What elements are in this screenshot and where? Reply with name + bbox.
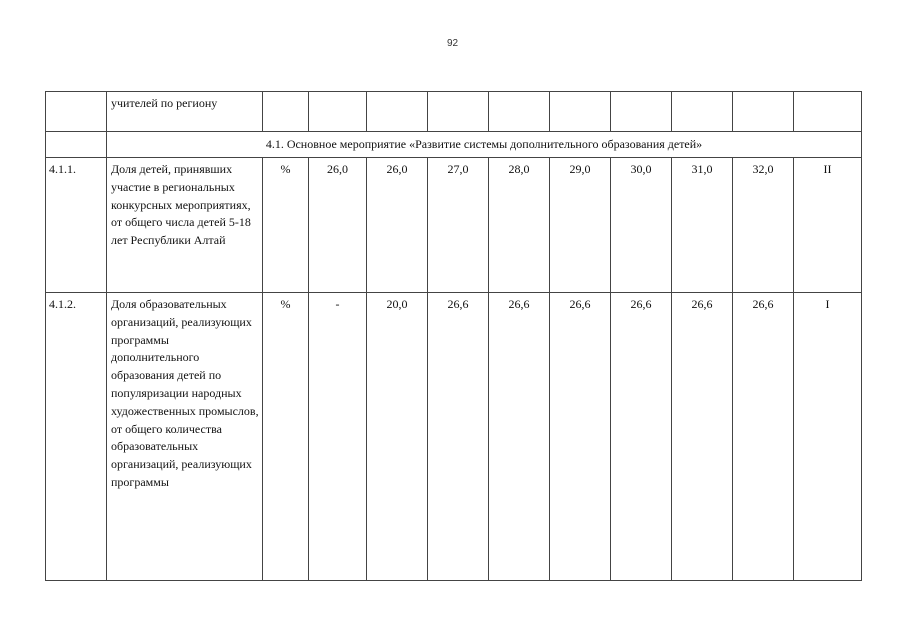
- continuation-row: [46, 92, 862, 132]
- value-cell: 26,6: [428, 293, 489, 581]
- unit-cell: [263, 92, 309, 132]
- priority-cell: [794, 92, 862, 132]
- value-cell: 20,0: [367, 293, 428, 581]
- table-row: [46, 293, 862, 581]
- value-cell: 26,0: [309, 158, 367, 293]
- row-name: Доля детей, принявших участие в региональных конкурсных мероприятиях, от общего числа детей 5-18 лет Республики Алтай: [107, 158, 263, 293]
- value-cell: [672, 92, 733, 132]
- value-cell: 26,6: [733, 293, 794, 581]
- value-cell: 29,0: [550, 158, 611, 293]
- section-title: 4.1. Основное мероприятие «Развитие системы дополнительного образования детей»: [107, 132, 862, 158]
- value-cell: 26,6: [611, 293, 672, 581]
- row-name: Доля образовательных организаций, реализующих программы дополнительного образования детей по популяризации народных художественных промыслов, от общего количества образовательных организаций, реализующих программы: [107, 293, 263, 581]
- unit-cell: %: [263, 158, 309, 293]
- value-cell: 27,0: [428, 158, 489, 293]
- value-cell: 26,6: [550, 293, 611, 581]
- value-cell: [367, 92, 428, 132]
- value-cell: [489, 92, 550, 132]
- value-cell: [428, 92, 489, 132]
- row-name: учителей по региону: [107, 92, 263, 132]
- value-cell: 32,0: [733, 158, 794, 293]
- value-cell: 26,0: [367, 158, 428, 293]
- row-code: [46, 92, 107, 132]
- value-cell: 30,0: [611, 158, 672, 293]
- row-code: 4.1.1.: [46, 158, 107, 293]
- value-cell: 31,0: [672, 158, 733, 293]
- priority-cell: I: [794, 293, 862, 581]
- indicators-table: [45, 91, 862, 581]
- value-cell: 26,6: [672, 293, 733, 581]
- section-row: [46, 132, 862, 158]
- table-row: [46, 158, 862, 293]
- value-cell: [733, 92, 794, 132]
- page-number: 92: [446, 38, 459, 49]
- section-code-cell: [46, 132, 107, 158]
- value-cell: 26,6: [489, 293, 550, 581]
- value-cell: [550, 92, 611, 132]
- unit-cell: %: [263, 293, 309, 581]
- priority-cell: II: [794, 158, 862, 293]
- row-code: 4.1.2.: [46, 293, 107, 581]
- value-cell: [309, 92, 367, 132]
- value-cell: 28,0: [489, 158, 550, 293]
- value-cell: -: [309, 293, 367, 581]
- value-cell: [611, 92, 672, 132]
